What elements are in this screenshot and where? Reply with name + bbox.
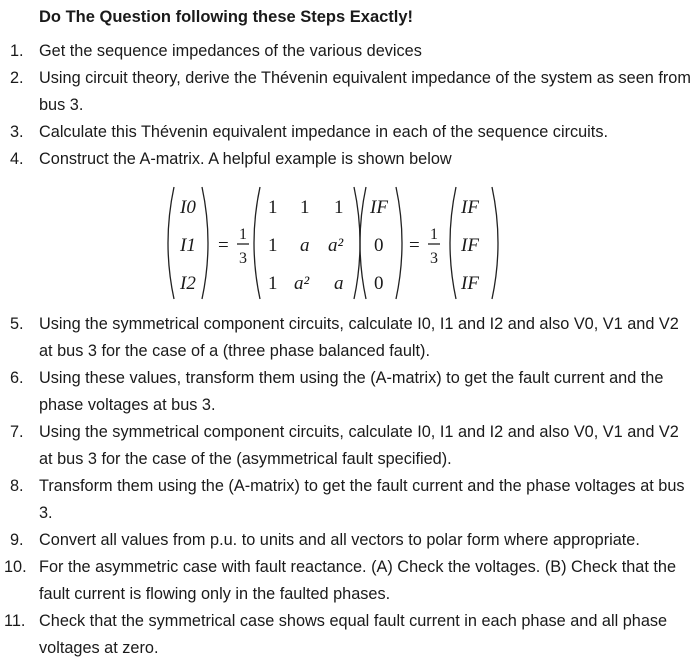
matrix-cell: a² (294, 273, 310, 294)
lhs-paren-left (168, 187, 174, 299)
a-matrix-example (0, 173, 700, 311)
equals-sign: = (218, 235, 229, 256)
step-text: Calculate this Thévenin equivalent impedance in each of the sequence circuits. (39, 123, 608, 141)
step-number: 4. (10, 150, 24, 168)
step-number: 8. (10, 477, 24, 495)
step-number: 7. (10, 423, 24, 441)
a-matrix-equation (158, 181, 518, 305)
step-6 (0, 365, 700, 419)
coef-denominator: 3 (239, 250, 247, 267)
step-number: 3. (10, 123, 24, 141)
vec-paren-left (360, 187, 366, 299)
steps-list (0, 38, 700, 662)
vec-zero: 0 (374, 235, 384, 256)
step-text: For the asymmetric case with fault reactance. (A) Check the voltages. (B) Check that the fault current is flowing only in the faulted phases. (39, 558, 677, 603)
rhs-paren-left (450, 187, 456, 299)
matrix-cell: 1 (268, 197, 278, 218)
lhs-i2: I2 (180, 273, 196, 294)
a-matrix-formula (158, 181, 518, 310)
matrix-cell: 1 (268, 273, 278, 294)
lhs-i0: I0 (180, 197, 196, 218)
matrix-paren-left (254, 187, 260, 299)
lhs-paren-right (202, 187, 208, 299)
step-text: Convert all values from p.u. to units and all vectors to polar form where appropriate. (39, 531, 640, 549)
step-1 (0, 38, 700, 65)
step-number: 1. (10, 42, 24, 60)
step-10 (0, 554, 700, 608)
step-number: 11. (4, 612, 26, 630)
step-text: Get the sequence impedances of the various devices (39, 42, 422, 60)
step-number: 6. (10, 369, 24, 387)
step-9 (0, 527, 700, 554)
rhs-if: IF (461, 235, 479, 256)
coef-numerator: 1 (239, 226, 247, 243)
step-number: 5. (10, 315, 24, 333)
vec-paren-right (396, 187, 402, 299)
vec-zero: 0 (374, 273, 384, 294)
matrix-cell: a (334, 273, 344, 294)
step-number: 9. (10, 531, 24, 549)
step-4 (0, 146, 700, 173)
matrix-cell: 1 (334, 197, 344, 218)
step-text: Check that the symmetrical case shows equal fault current in each phase and all phase voltages at zero. (39, 612, 668, 657)
step-3 (0, 119, 700, 146)
rhs-if: IF (461, 273, 479, 294)
step-text: Using these values, transform them using the (A-matrix) to get the fault current and the phase voltages at bus 3. (39, 369, 664, 414)
step-number: 2. (10, 69, 24, 87)
step-text: Construct the A-matrix. A helpful example is shown below (39, 150, 452, 168)
matrix-cell: a² (328, 235, 344, 256)
matrix-cell: 1 (268, 235, 278, 256)
rhs-paren-right (492, 187, 498, 299)
step-number: 10. (4, 558, 27, 576)
step-text: Using circuit theory, derive the Thévenin equivalent impedance of the system as seen from bus 3. (39, 69, 691, 114)
step-text: Transform them using the (A-matrix) to get the fault current and the phase voltages at bus 3. (39, 477, 685, 522)
equals-sign: = (409, 235, 420, 256)
page-heading: Do The Question following these Steps Exactly! (39, 8, 414, 26)
coef-denominator: 3 (430, 250, 438, 267)
step-text: Using the symmetrical component circuits, calculate I0, I1 and I2 and also V0, V1 and V2 at bus 3 for the case of a (three phase balanced fault). (39, 315, 679, 360)
rhs-if: IF (461, 197, 479, 218)
matrix-cell: 1 (300, 197, 310, 218)
step-text: Using the symmetrical component circuits, calculate I0, I1 and I2 and also V0, V1 and V2 at bus 3 for the case of the (asymmetrical fault specified). (39, 423, 679, 468)
step-5 (0, 311, 700, 365)
lhs-i1: I1 (180, 235, 196, 256)
matrix-paren-right (354, 187, 360, 299)
vec-if: IF (370, 197, 388, 218)
step-8 (0, 473, 700, 527)
step-7 (0, 419, 700, 473)
matrix-cell: a (300, 235, 310, 256)
step-2 (0, 65, 700, 119)
coef-numerator: 1 (430, 226, 438, 243)
